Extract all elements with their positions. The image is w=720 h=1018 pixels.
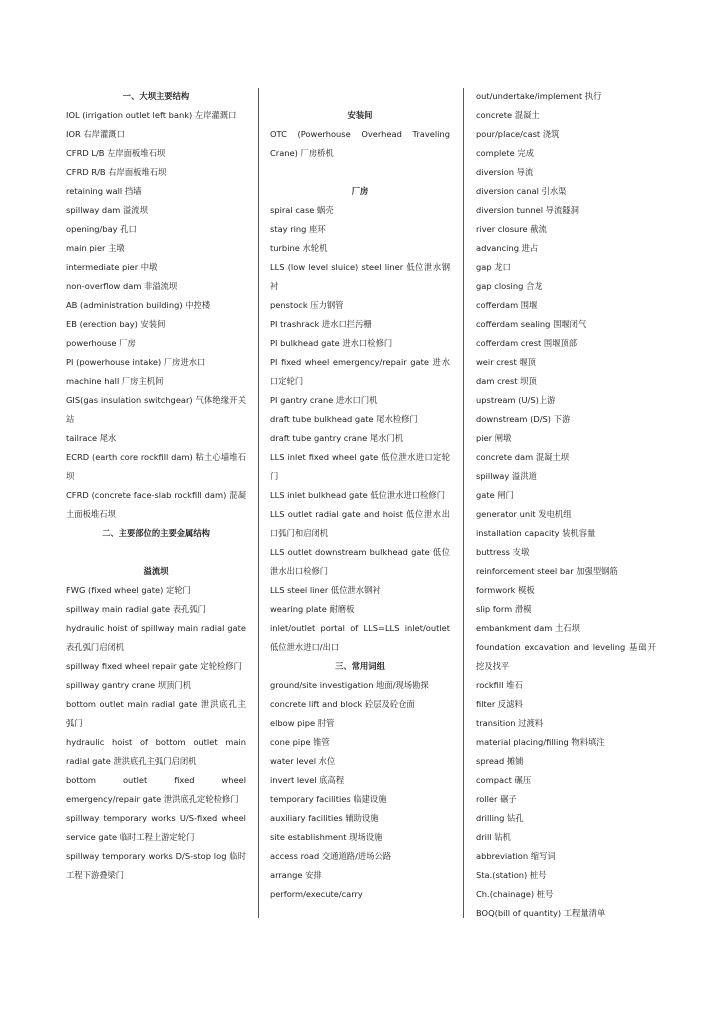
glossary-column-2 (270, 87, 450, 904)
glossary-entry: PI fixed wheel emergency/repair gate 进水口定轮门 (270, 357, 450, 386)
column-divider-2 (463, 88, 464, 918)
glossary-entry: reinforcement steel bar 加强型钢筋 (476, 566, 618, 576)
glossary-entry: installation capacity 装机容量 (476, 528, 596, 538)
glossary-entry: diversion 导流 (476, 167, 534, 177)
section-heading: 三、常用词组 (335, 661, 385, 671)
glossary-entry: pier 闸墩 (476, 433, 512, 443)
glossary-entry: spiral case 蜗壳 (270, 205, 334, 215)
column-divider-1 (258, 88, 259, 918)
section-heading: 安装间 (347, 110, 373, 120)
glossary-entry: opening/bay 孔口 (66, 224, 137, 234)
glossary-entry: spillway dam 溢流坝 (66, 205, 148, 215)
glossary-entry: LLS (low level sluice) steel liner 低位泄水钢衬 (270, 262, 450, 291)
glossary-entry: gap 龙口 (476, 262, 511, 272)
glossary-entry: CFRD (concrete face-slab rockfill dam) 混凝土面板堆石坝 (66, 490, 246, 519)
glossary-entry: draft tube gantry crane 尾水门机 (270, 433, 404, 443)
glossary-entry: concrete lift and block 砼层及砼仓面 (270, 699, 415, 709)
glossary-entry: intermediate pier 中墩 (66, 262, 158, 272)
glossary-entry: tailrace 尾水 (66, 433, 117, 443)
section-heading: 溢流坝 (143, 566, 169, 576)
glossary-entry: access road 交通道路/进场公路 (270, 851, 392, 861)
glossary-entry: LLS inlet fixed wheel gate 低位泄水进口定轮门 (270, 452, 450, 481)
glossary-entry: spillway temporary works U/S-fixed wheel service gate 临时工程上游定轮门 (66, 813, 246, 842)
glossary-entry: GIS(gas insulation switchgear) 气体绝缘开关站 (66, 395, 246, 424)
glossary-entry: cofferdam 围堰 (476, 300, 538, 310)
glossary-entry: hydraulic hoist of spillway main radial gate 表孔弧门启闭机 (66, 623, 246, 652)
glossary-entry: LLS outlet radial gate and hoist 低位泄水出口弧门和启闭机 (270, 509, 450, 538)
glossary-entry: out/undertake/implement 执行 (476, 91, 602, 101)
glossary-entry: advancing 进占 (476, 243, 539, 253)
glossary-entry: abbreviation 缩写词 (476, 851, 556, 861)
glossary-entry: LLS inlet bulkhead gate 低位泄水进口检修门 (270, 490, 446, 500)
glossary-entry: spillway temporary works D/S-stop log 临时工程下游叠梁门 (66, 851, 246, 880)
glossary-entry: concrete dam 混凝土坝 (476, 452, 570, 462)
glossary-entry: cofferdam crest 围堰顶部 (476, 338, 578, 348)
glossary-entry: drill 钻机 (476, 832, 511, 842)
glossary-entry: spillway gantry crane 坝顶门机 (66, 680, 191, 690)
glossary-column-1 (66, 87, 246, 885)
section-heading: 二、主要部位的主要金属结构 (102, 528, 210, 538)
glossary-entry: PI trashrack 进水口拦污栅 (270, 319, 372, 329)
glossary-entry: spread 摊铺 (476, 756, 524, 766)
glossary-entry: OTC (Powerhouse Overhead Traveling Crane) 厂房桥机 (270, 129, 450, 158)
glossary-entry: transition 过渡料 (476, 718, 544, 728)
glossary-entry: IOR 右岸灌溉口 (66, 129, 125, 139)
glossary-entry: perform/execute/carry (270, 889, 363, 899)
spacer (270, 163, 450, 182)
glossary-entry: ground/site investigation 地面/现场勘探 (270, 680, 429, 690)
glossary-entry: spillway main radial gate 表孔弧门 (66, 604, 206, 614)
section-heading: 厂房 (351, 186, 369, 196)
glossary-entry: non-overflow dam 非溢流坝 (66, 281, 178, 291)
glossary-entry: roller 碾子 (476, 794, 517, 804)
glossary-entry: site establishment 现场设施 (270, 832, 383, 842)
glossary-entry: invert level 底高程 (270, 775, 345, 785)
glossary-entry: hydraulic hoist of bottom outlet main radial gate 泄洪底孔主弧门启闭机 (66, 737, 246, 766)
glossary-entry: elbow pipe 肘管 (270, 718, 335, 728)
glossary-entry: arrange 安排 (270, 870, 322, 880)
glossary-entry: diversion tunnel 导流隧洞 (476, 205, 579, 215)
spacer (270, 87, 450, 106)
glossary-entry: filter 反滤料 (476, 699, 523, 709)
glossary-entry: water level 水位 (270, 756, 336, 766)
glossary-entry: bottom outlet fixed wheel emergency/repair gate 泄洪底孔定轮检修门 (66, 775, 246, 804)
glossary-entry: PI gantry crane 进水口门机 (270, 395, 378, 405)
glossary-entry: diversion canal 引水渠 (476, 186, 567, 196)
glossary-entry: AB (administration building) 中控楼 (66, 300, 211, 310)
glossary-entry: auxiliary facilities 辅助设施 (270, 813, 379, 823)
glossary-entry: stay ring 座环 (270, 224, 326, 234)
glossary-entry: drilling 钻孔 (476, 813, 524, 823)
glossary-entry: Ch.(chainage) 桩号 (476, 889, 554, 899)
glossary-entry: generator unit 发电机组 (476, 509, 572, 519)
spacer (66, 543, 246, 562)
glossary-entry: buttress 支墩 (476, 547, 530, 557)
glossary-entry: PI bulkhead gate 进水口检修门 (270, 338, 393, 348)
glossary-entry: upstream (U/S)上游 (476, 395, 556, 405)
glossary-entry: PI (powerhouse intake) 厂房进水口 (66, 357, 206, 367)
glossary-entry: river closure 截流 (476, 224, 547, 234)
glossary-entry: LLS steel liner 低位泄水钢衬 (270, 585, 381, 595)
glossary-entry: draft tube bulkhead gate 尾水检修门 (270, 414, 418, 424)
glossary-entry: ECRD (earth core rockfill dam) 粘土心墙堆石坝 (66, 452, 246, 481)
glossary-entry: compact 碾压 (476, 775, 532, 785)
glossary-entry: BOQ(bill of quantity) 工程量清单 (476, 908, 606, 918)
glossary-entry: penstock 压力钢管 (270, 300, 344, 310)
glossary-entry: powerhouse 厂房 (66, 338, 136, 348)
glossary-entry: foundation excavation and leveling 基础开挖及找平 (476, 642, 656, 671)
glossary-entry: slip form 滑模 (476, 604, 532, 614)
glossary-entry: EB (erection bay) 安装间 (66, 319, 166, 329)
glossary-entry: weir crest 堰顶 (476, 357, 536, 367)
glossary-entry: embankment dam 土石坝 (476, 623, 580, 633)
glossary-entry: complete 完成 (476, 148, 534, 158)
glossary-entry: rockfill 堆石 (476, 680, 523, 690)
glossary-entry: concrete 混凝土 (476, 110, 540, 120)
section-heading: 一、大坝主要结构 (122, 91, 190, 101)
glossary-entry: gate 闸门 (476, 490, 514, 500)
glossary-entry: IOL (irrigation outlet left bank) 左岸灌溉口 (66, 110, 237, 120)
glossary-entry: CFRD R/B 右岸面板堆石坝 (66, 167, 167, 177)
glossary-entry: inlet/outlet portal of LLS=LLS inlet/outlet 低位泄水进口/出口 (270, 623, 450, 652)
glossary-entry: cofferdam sealing 围堰闭气 (476, 319, 587, 329)
glossary-entry: wearing plate 耐磨板 (270, 604, 355, 614)
glossary-entry: machine hall 厂房主机间 (66, 376, 164, 386)
glossary-entry: material placing/filling 物料填注 (476, 737, 605, 747)
glossary-entry: spillway 溢洪道 (476, 471, 537, 481)
glossary-entry: turbine 水轮机 (270, 243, 328, 253)
glossary-column-3 (476, 87, 656, 923)
glossary-entry: dam crest 坝顶 (476, 376, 537, 386)
glossary-entry: spillway fixed wheel repair gate 定轮检修门 (66, 661, 242, 671)
glossary-entry: pour/place/cast 浇筑 (476, 129, 560, 139)
glossary-entry: FWG (fixed wheel gate) 定轮门 (66, 585, 191, 595)
glossary-entry: bottom outlet main radial gate 泄洪底孔主弧门 (66, 699, 246, 728)
glossary-entry: Sta.(station) 桩号 (476, 870, 547, 880)
glossary-entry: gap closing 合龙 (476, 281, 543, 291)
glossary-entry: formwork 模板 (476, 585, 535, 595)
glossary-entry: LLS outlet downstream bulkhead gate 低位泄水出口检修门 (270, 547, 450, 576)
glossary-entry: main pier 主墩 (66, 243, 125, 253)
glossary-entry: CFRD L/B 左岸面板堆石坝 (66, 148, 166, 158)
glossary-entry: cone pipe 锥管 (270, 737, 330, 747)
glossary-entry: retaining wall 挡墙 (66, 186, 142, 196)
glossary-entry: downstream (D/S) 下游 (476, 414, 571, 424)
glossary-entry: temporary facilities 临建设施 (270, 794, 387, 804)
